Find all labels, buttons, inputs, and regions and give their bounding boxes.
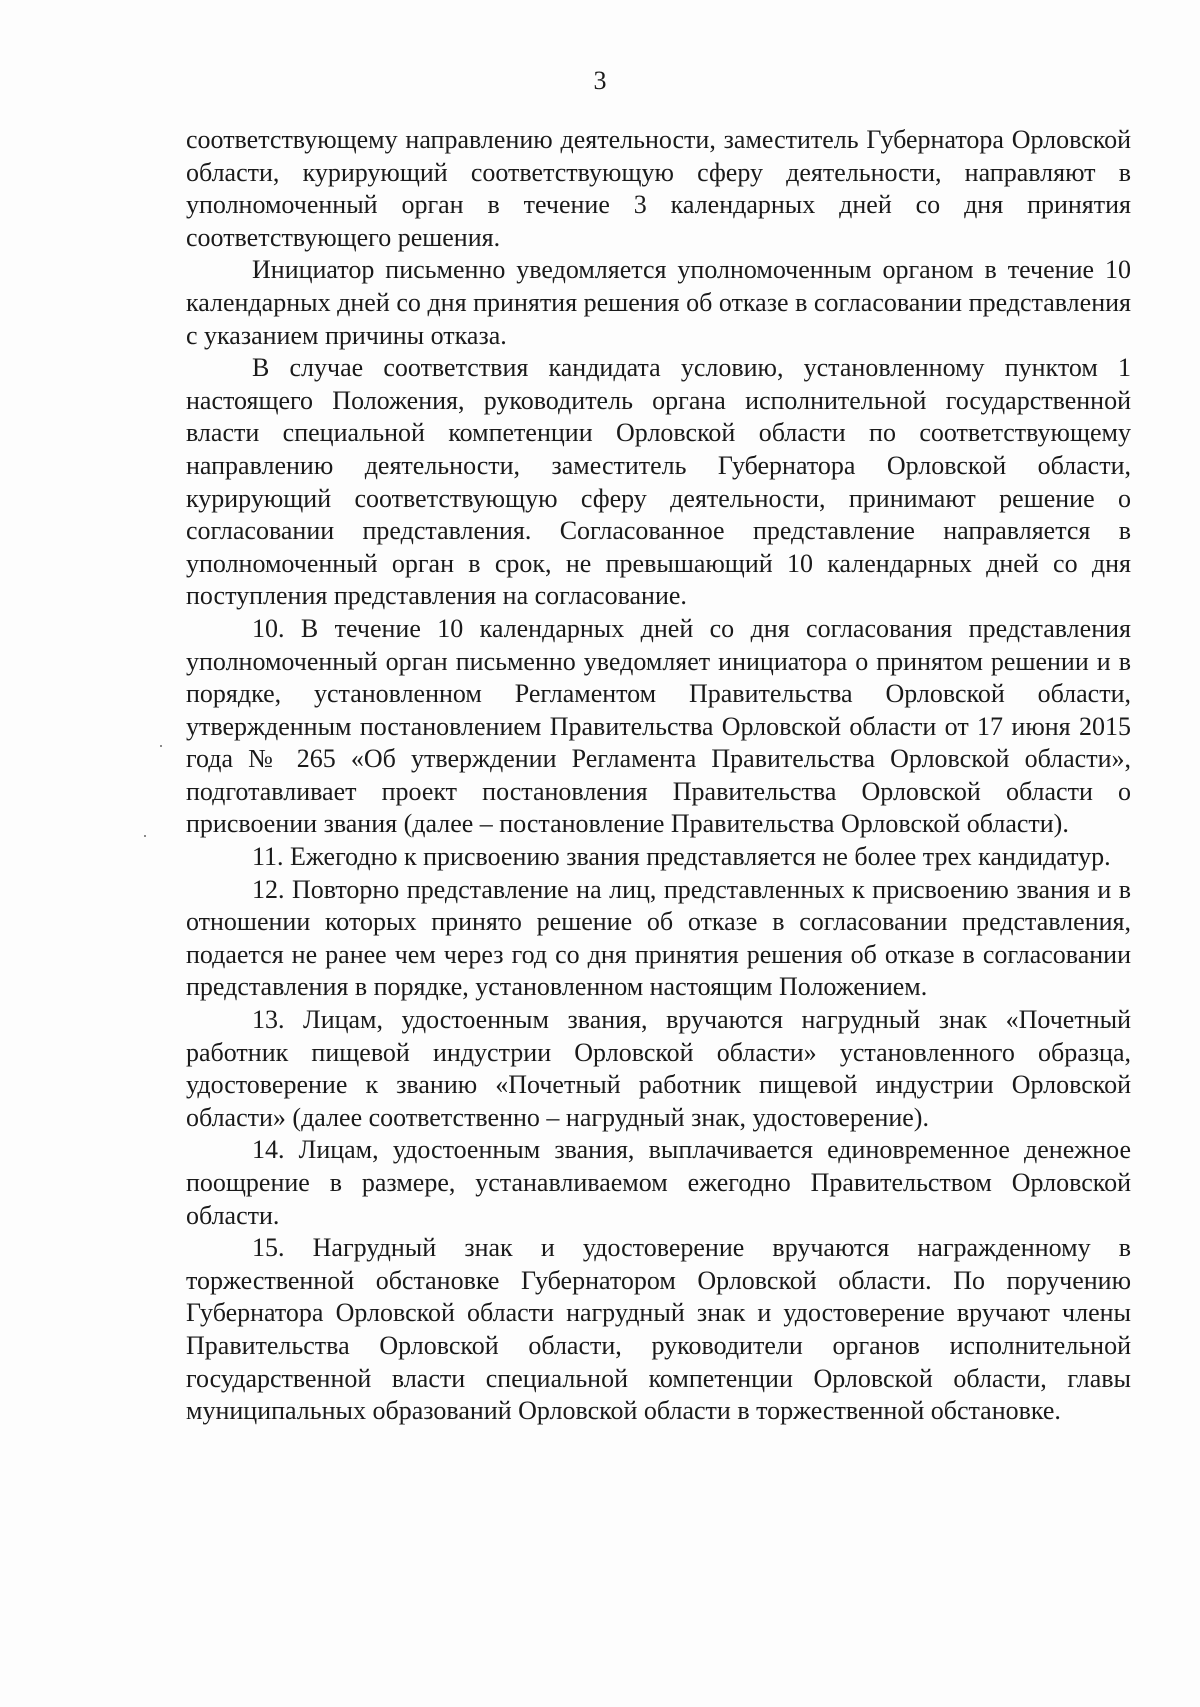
paragraph-item-14: 14. Лицам, удостоенным звания, выплачивается единовременное денежное поощрение в размере, устанавливаемом ежегодно Правительством Орловской области.	[186, 1135, 1131, 1230]
paragraph-item-11: 11. Ежегодно к присвоению звания представляется не более трех кандидатур.	[252, 842, 1111, 872]
paragraph-item-10: 10. В течение 10 календарных дней со дня согласования представления уполномоченный орган письменно уведомляет инициатора о принятом решении и в порядке, установленном Регламентом Правительства Орловской области, утвержденным постановлением Правительства Орловской области от 17 июня 2015 года № 265 «Об утверждении Регламента Правительства Орловской области», подготавливает проект постановления Правительства Орловской области о присвоении звания (далее – постановление Правительства Орловской области).	[186, 613, 1131, 839]
scan-speck	[160, 745, 162, 747]
scan-speck	[144, 835, 146, 837]
paragraph-approval-decision: В случае соответствия кандидата условию, установленному пунктом 1 настоящего Положения, руководитель органа исполнительной государственной власти специальной компетенции Орловской области по соответствующему направлению деятельности, заместитель Губернатора Орловской области, курирующий соответствующую сферу деятельности, принимают решение о согласовании представления. Согласованное представление направляется в уполномоченный орган в срок, не превышающий 10 календарных дней со дня поступления представления на согласование.	[186, 353, 1131, 611]
paragraph-item-15: 15. Нагрудный знак и удостоверение вручаются награжденному в торжественной обстановке Губернатором Орловской области. По поручению Губернатора Орловской области нагрудный знак и удостоверение вручают члены Правительства Орловской области, руководители органов исполнительной государственной власти специальной компетенции Орловской области, главы муниципальных образований Орловской области в торжественной обстановке.	[186, 1233, 1131, 1426]
page-number: 3	[593, 66, 607, 95]
paragraph-continuation: соответствующему направлению деятельности, заместитель Губернатора Орловской области, курирующий соответствующую сферу деятельности, направляют в уполномоченный орган в течение 3 календарных дней со дня принятия соответствующего решения.	[186, 125, 1131, 252]
paragraph-initiator-notice: Инициатор письменно уведомляется уполномоченным органом в течение 10 календарных дней со дня принятия решения об отказе в согласовании представления с указанием причины отказа.	[186, 255, 1131, 350]
paragraph-item-12: 12. Повторно представление на лиц, представленных к присвоению звания и в отношении которых принято решение об отказе в согласовании представления, подается не ранее чем через год со дня принятия решения об отказе в согласовании представления в порядке, установленном настоящим Положением.	[186, 874, 1131, 1002]
paragraph-item-13: 13. Лицам, удостоенным звания, вручаются нагрудный знак «Почетный работник пищевой индустрии Орловской области» установленного образца, удостоверение к званию «Почетный работник пищевой индустрии Орловской области» (далее соответственно – нагрудный знак, удостоверение).	[186, 1005, 1131, 1132]
document-body	[186, 124, 1131, 1428]
